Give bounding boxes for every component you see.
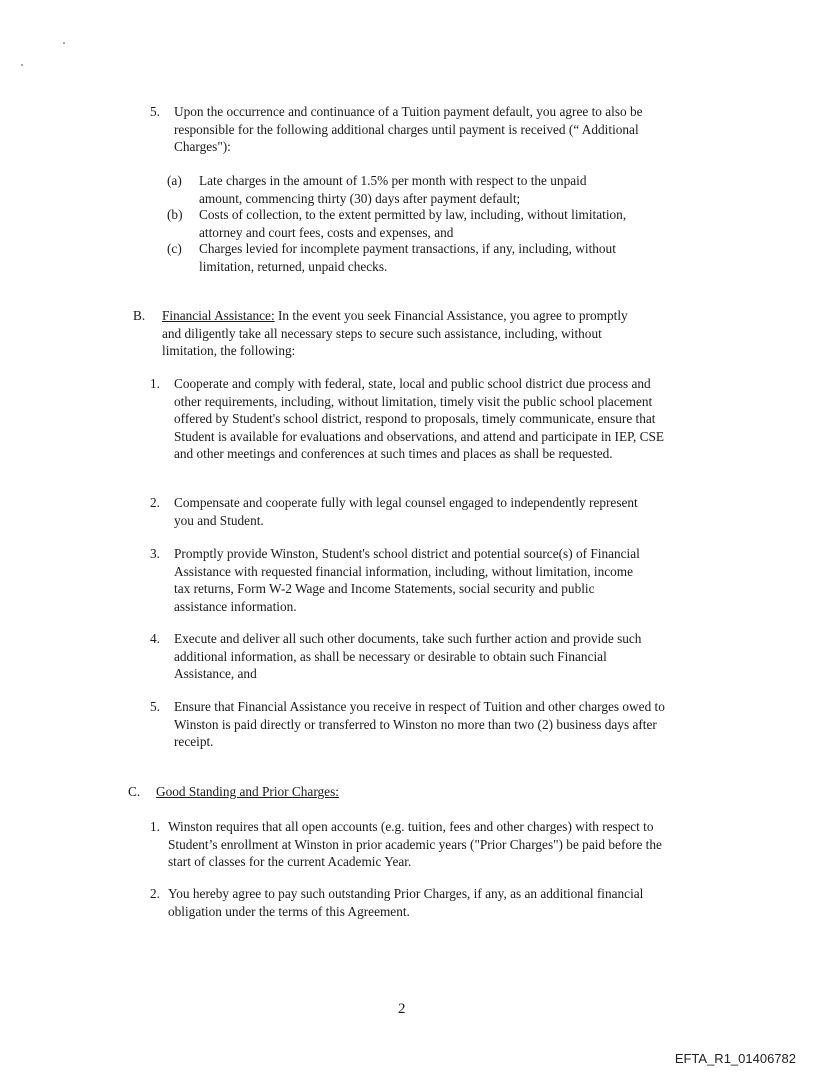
section-c-heading: Good Standing and Prior Charges: xyxy=(156,784,339,799)
item-5-text: Upon the occurrence and continuance of a Tuition payment default, you agree to also be responsible for the following additional charges until payment is received (“ Additional Charges"): xyxy=(174,104,643,154)
section-b-heading: Financial Assistance: xyxy=(162,308,275,323)
section-b-letter: B. xyxy=(133,308,146,323)
b-item-1-text: Cooperate and comply with federal, state, local and public school district due process and other requirements, including, without limitation, timely visit the public school placement offered by Student's school district, respond to proposals, timely communicate, ensure that Student is available for evaluations and observations, and attend and participate in IEP, CSE and other meetings and conferences at such times and places as shall be requested. xyxy=(174,376,665,461)
b-item-2-number: 2. xyxy=(150,495,160,510)
c-item-1-number: 1. xyxy=(150,819,160,834)
scan-speck xyxy=(21,64,23,66)
b-item-4-text: Execute and deliver all such other documents, take such further action and provide such additional information, as shall be necessary or desirable to obtain such Financial Assistance, and xyxy=(174,631,642,681)
item-5-number: 5. xyxy=(150,104,160,119)
c-item-2-number: 2. xyxy=(150,886,160,901)
sub-b-text: Costs of collection, to the extent permitted by law, including, without limitation, attorney and court fees, costs and expenses, and xyxy=(199,207,627,240)
scan-speck xyxy=(63,42,65,44)
section-b-intro-text: In the event you seek Financial Assistance, you agree to promptly and diligently take all necessary steps to secure such assistance, including, without limitation, the following: xyxy=(162,308,628,358)
sub-b-label: (b) xyxy=(167,207,183,222)
section-c-letter: C. xyxy=(128,784,141,799)
b-item-5-text: Ensure that Financial Assistance you receive in respect of Tuition and other charges owed to Winston is paid directly or transferred to Winston no more than two (2) business days after receipt. xyxy=(174,699,665,749)
b-item-4-number: 4. xyxy=(150,631,160,646)
b-item-3-number: 3. xyxy=(150,546,160,561)
sub-a-label: (a) xyxy=(167,173,182,188)
b-item-2-text: Compensate and cooperate fully with legal counsel engaged to independently represent you and Student. xyxy=(174,495,638,528)
page-number: 2 xyxy=(398,1001,406,1017)
sub-a-text: Late charges in the amount of 1.5% per month with respect to the unpaid amount, commencing thirty (30) days after payment default; xyxy=(199,173,587,206)
c-item-1-text: Winston requires that all open accounts (e.g. tuition, fees and other charges) with respect to Student’s enrollment at Winston in prior academic years ("Prior Charges") be paid before the start of classes for the current Academic Year. xyxy=(168,819,662,869)
c-item-2-text: You hereby agree to pay such outstanding Prior Charges, if any, as an additional financial obligation under the terms of this Agreement. xyxy=(168,886,644,919)
sub-c-label: (c) xyxy=(167,241,182,256)
document-id-footer: EFTA_R1_01406782 xyxy=(674,1051,796,1066)
b-item-3-text: Promptly provide Winston, Student's school district and potential source(s) of Financial Assistance with requested financial information, including, without limitation, income tax returns, Form W-2 Wage and Income Statements, social security and public assistance information. xyxy=(174,546,640,614)
sub-c-text: Charges levied for incomplete payment transactions, if any, including, without limitation, returned, unpaid checks. xyxy=(199,241,616,274)
section-b-intro xyxy=(162,307,632,360)
b-item-1-number: 1. xyxy=(150,376,160,391)
b-item-5-number: 5. xyxy=(150,699,160,714)
